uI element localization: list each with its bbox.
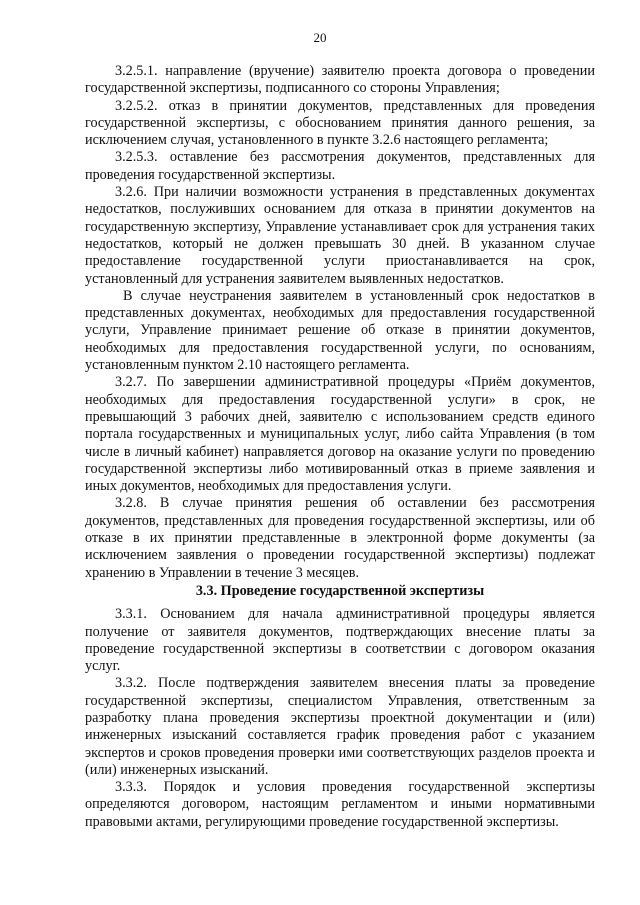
document-body: [85, 63, 595, 831]
paragraph-3-2-5-2: 3.2.5.2. отказ в принятии документов, представленных для проведения государственной экспертизы, с обоснованием принятия данного решения, за исключением случая, установленного в пункте 3.2.6 настоящего регламента;: [85, 97, 595, 149]
paragraph-3-2-5-1: 3.2.5.1. направление (вручение) заявителю проекта договора о проведении государственной экспертизы, подписанного со стороны Управления;: [85, 63, 595, 97]
paragraph-3-2-8: 3.2.8. В случае принятия решения об оставлении без рассмотрения документов, представленных для проведения государственной экспертизы, или об отказе в их принятии представленные в электронной форме документы (за исключением заявления о проведении государственной экспертизы) подлежат хранению в Управлении в течение 3 месяцев.: [85, 495, 595, 581]
paragraph-3-2-7: 3.2.7. По завершении административной процедуры «Приём документов, необходимых для предоставления государственной услуги» в срок, не превышающий 3 рабочих дней, заявителю с использованием средств единого портала государственных и муниципальных услуг, либо сайта Управления (в том числе в личный кабинет) направляется договор на оказание услуги по проведению государственной экспертизы либо мотивированный отказ в приеме заявления и иных документов, необходимых для предоставления услуги.: [85, 374, 595, 495]
paragraph-3-3-2: 3.3.2. После подтверждения заявителем внесения платы за проведение государственной экспертизы, специалистом Управления, ответственным за разработку плана проведения экспертизы проектной документации и (или) инженерных изысканий составляется график проведения работ с указанием экспертов и сроков проведения проверки ими соответствующих разделов проекта и (или) инженерных изысканий.: [85, 675, 595, 778]
paragraph-3-3-3: 3.3.3. Порядок и условия проведения государственной экспертизы определяются договором, настоящим регламентом и иными нормативными правовыми актами, регулирующими проведение государственной экспертизы.: [85, 779, 595, 830]
section-heading-3-3: 3.3. Проведение государственной экспертизы: [195, 582, 485, 599]
paragraph-3-2-6: 3.2.6. При наличии возможности устранения в представленных документах недостатков, послуживших основанием для отказа в принятии документов на государственную экспертизу, Управление устанавливает срок для устранения таких недостатков, который не должен превышать 30 дней. В указанном случае предоставление государственной услуги приостанавливается на срок, установленный для устранения заявителем выявленных недостатков.: [85, 184, 595, 287]
paragraph-3-2-5-3: 3.2.5.3. оставление без рассмотрения документов, представленных для проведения государственной экспертизы.: [85, 149, 595, 183]
paragraph-3-3-1: 3.3.1. Основанием для начала административной процедуры является получение от заявителя документов, подтверждающих внесение платы за проведение государственной экспертизы в соответствии с договором оказания услуг.: [85, 606, 595, 675]
page-number: 20: [313, 30, 327, 45]
paragraph-3-2-6-continued: В случае неустранения заявителем в установленный срок недостатков в представленных документах, необходимых для предоставления государственной услуги, Управление принимает решение об отказе в принятии документов, необходимых для предоставления государственной услуги, по основаниям, установленным пунктом 2.10 настоящего регламента.: [85, 287, 595, 374]
